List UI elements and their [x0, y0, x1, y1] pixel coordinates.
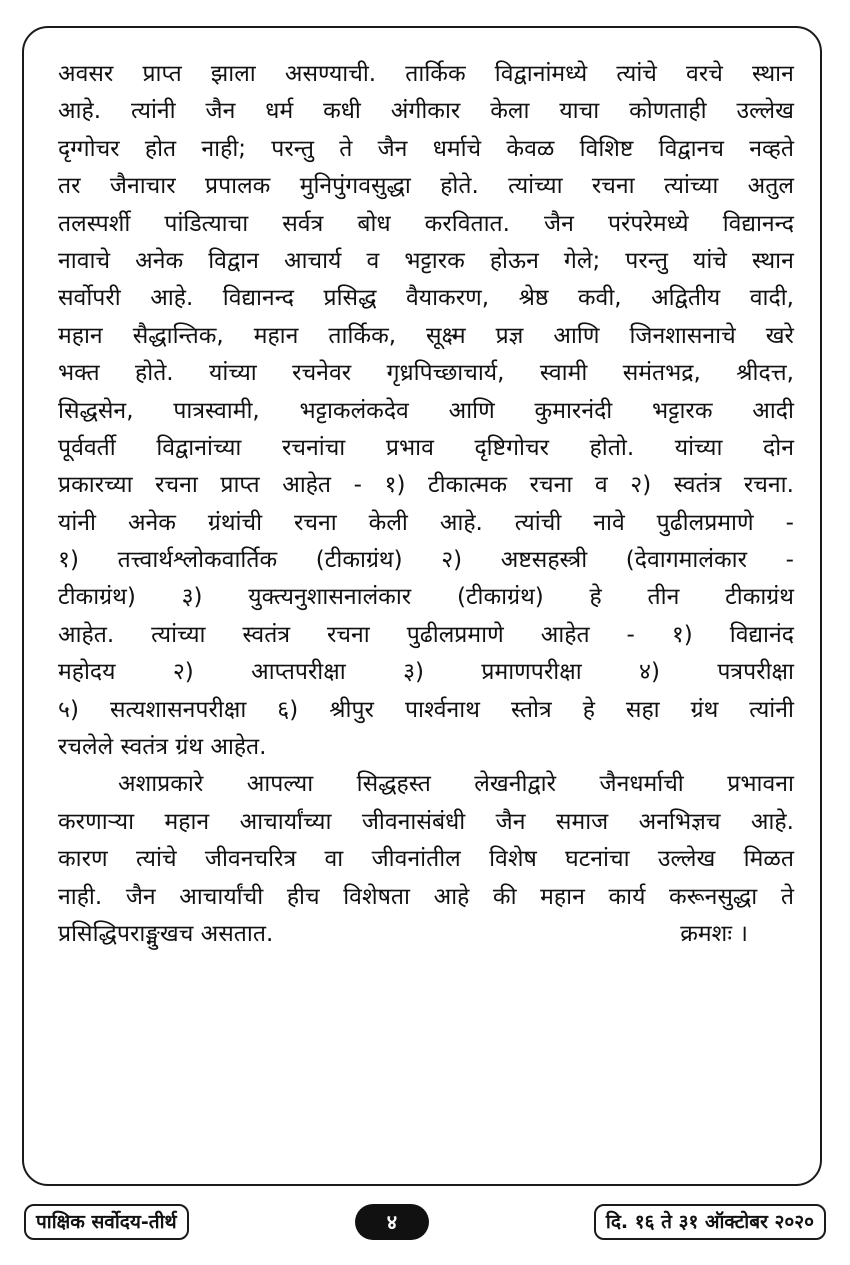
word: ३): [181, 584, 203, 611]
word: स्तोत्र: [510, 696, 552, 723]
word: १): [384, 472, 406, 499]
word: कोणताही: [629, 98, 707, 125]
word: सर्वत्र: [282, 210, 324, 237]
text-line: [58, 56, 794, 93]
word: प्रपालक: [204, 173, 271, 200]
text-line: [58, 93, 794, 130]
word: प्रभावना: [727, 771, 794, 798]
word: स्वतंत्र: [242, 621, 291, 648]
word: टीकाग्रंथ): [58, 584, 136, 611]
word: विद्वानांच्या: [156, 434, 242, 461]
word: उल्लेख: [736, 98, 794, 125]
word: जैनधर्माची: [599, 771, 684, 798]
word: बोध: [357, 210, 391, 237]
word: कारण: [58, 846, 108, 873]
text-line: [58, 206, 794, 243]
text-line: [58, 430, 794, 467]
word: तत्त्वार्थश्लोकवार्तिक: [117, 547, 278, 574]
word: करणाऱ्या: [58, 808, 135, 835]
word: पुढीलप्रमाणे: [656, 509, 754, 536]
word: आप्तपरीक्षा: [251, 659, 346, 686]
word: महान: [58, 322, 103, 349]
word: जैन: [377, 135, 408, 162]
text-line: [58, 393, 794, 430]
text-line: [58, 766, 794, 803]
word: पात्रस्वामी,: [173, 397, 260, 424]
word: त्यांच्या: [508, 173, 563, 200]
word: विद्यानन्द: [722, 210, 794, 237]
word: हे: [582, 696, 595, 723]
word: पुढीलप्रमाणे: [406, 621, 504, 648]
word: दोन: [763, 434, 794, 461]
word: जीवनासंबंधी: [361, 808, 466, 835]
word: मुनिपुंगवसुद्धा: [299, 173, 411, 200]
word: विशिष्ट: [579, 135, 634, 162]
word: आहेत: [540, 621, 590, 648]
word: (टीकाग्रंथ): [315, 547, 403, 574]
word: श्रीदत्त,: [736, 360, 794, 387]
word: केला: [490, 98, 530, 125]
word: स्वतंत्र: [673, 472, 722, 499]
text-line: रचलेले स्वतंत्र ग्रंथ आहेत.: [58, 734, 267, 761]
word: गृध्रपिच्छाचार्य,: [386, 360, 505, 387]
word: भक्त: [58, 360, 100, 387]
word: वरचे: [686, 61, 723, 87]
word: विद्वानच: [658, 135, 724, 162]
word: पांडित्याचा: [164, 210, 249, 237]
word: आचार्य: [283, 247, 342, 274]
word: महान: [253, 322, 299, 349]
word: -: [785, 547, 794, 574]
word: नाही;: [201, 135, 247, 162]
word: जैन: [544, 210, 574, 237]
word: रचनांचा: [281, 434, 346, 461]
word: होऊन: [489, 247, 539, 274]
word: व: [366, 247, 380, 274]
word: १): [671, 621, 693, 648]
word: जैन: [125, 883, 156, 910]
word: वा: [324, 846, 344, 873]
word: लेखनीद्वारे: [474, 771, 557, 798]
word: युक्त्यनुशासनालंकार: [248, 584, 412, 611]
word: मिळत: [743, 846, 794, 873]
text-line: [58, 355, 794, 392]
word: जैन: [495, 808, 526, 835]
issue-date: दि. १६ ते ३१ ऑक्टोबर २०२०: [594, 1204, 826, 1240]
word: टीकात्मक: [427, 472, 508, 499]
word: खरे: [765, 322, 794, 349]
word: श्रेष्ठ: [518, 285, 549, 312]
word: रचना: [294, 509, 337, 536]
text-line: [58, 579, 794, 616]
text-line: [58, 131, 794, 168]
word: नव्हते: [749, 135, 794, 162]
word: अद्वितीय: [651, 285, 721, 312]
word: अनभिज्ञच: [638, 808, 721, 835]
word: श्रीपुर: [329, 696, 374, 723]
word: प्राप्त: [220, 472, 260, 499]
word: अतुल: [747, 173, 794, 200]
word: वादी,: [749, 285, 794, 312]
word: कुमारनंदी: [534, 397, 613, 424]
text-line: [58, 617, 794, 654]
word: धर्माचे: [432, 135, 482, 162]
word: असण्याची.: [284, 61, 377, 87]
word: आहे.: [58, 98, 102, 125]
word: त्यांचे: [616, 61, 657, 87]
word: करवितात.: [424, 210, 510, 237]
word: तलस्पर्शी: [58, 210, 131, 237]
word: उल्लेख: [657, 846, 716, 873]
word: तीन: [647, 584, 680, 611]
word: २): [441, 547, 463, 574]
text-line: [58, 841, 794, 878]
word: आचार्यांच्या: [239, 808, 332, 835]
word: महान: [540, 883, 585, 910]
word: विद्वान: [208, 247, 259, 274]
word: अनेक: [135, 247, 184, 274]
word: नावे: [593, 509, 625, 536]
word: अवसर: [58, 61, 114, 87]
text-line: [58, 542, 794, 579]
word: जिनशासनाचे: [629, 322, 736, 349]
word: आदी: [752, 397, 794, 424]
word: विद्यानंद: [729, 621, 794, 648]
word: परन्तु: [625, 247, 668, 274]
word: आहे.: [439, 509, 483, 536]
word: १): [58, 547, 79, 574]
word: झाला: [210, 61, 256, 87]
word: विद्यानन्द: [222, 285, 295, 312]
word: जीवनांतील: [371, 846, 461, 873]
word: ६): [277, 696, 299, 723]
word: नाही.: [58, 883, 103, 910]
word: त्यांच्या: [663, 173, 719, 200]
word: -: [353, 472, 362, 499]
word: ग्रंथांची: [207, 509, 263, 536]
word: प्रज्ञ: [495, 322, 524, 349]
text-line-content: प्रसिद्धिपराङ्मुखच असतात.: [58, 920, 274, 947]
word: हीच: [286, 883, 320, 910]
article-body: [58, 56, 794, 953]
word: स्वामी: [539, 360, 588, 387]
word: महान: [164, 808, 210, 835]
text-line: [58, 692, 794, 729]
word: आहे: [433, 883, 470, 910]
word: आहेत.: [58, 621, 115, 648]
word: पत्रपरीक्षा: [717, 659, 794, 686]
word: (देवागमालंकार: [625, 547, 747, 574]
word: प्राप्त: [142, 61, 182, 87]
word: होतो.: [589, 434, 635, 461]
word: अशाप्रकारे: [118, 771, 204, 798]
word: होते.: [440, 173, 479, 200]
word: वैयाकरण,: [405, 285, 490, 312]
word: रचना: [155, 472, 198, 499]
word: प्रमाणपरीक्षा: [481, 659, 582, 686]
word: यांच्या: [674, 434, 723, 461]
word: हे: [589, 584, 602, 611]
word: पूर्ववर्ती: [58, 434, 116, 461]
page-footer: [0, 1204, 850, 1244]
word: कवी,: [577, 285, 622, 312]
word: आहे.: [750, 808, 794, 835]
word: कार्य: [608, 883, 646, 910]
word: अनेक: [127, 509, 176, 536]
word: रचना: [327, 621, 370, 648]
word: रचनेवर: [292, 360, 352, 387]
word: जैनाचार: [109, 173, 176, 200]
word: सैद्धान्तिक,: [132, 322, 224, 349]
page-number-badge: ४: [355, 1204, 429, 1240]
word: केली: [368, 509, 408, 536]
word: समाज: [555, 808, 609, 835]
word: अंगीकार: [390, 98, 461, 125]
word: स्थान: [751, 61, 794, 87]
word: त्यांच्या: [151, 621, 206, 648]
text-line: [58, 916, 794, 953]
word: आहे.: [150, 285, 194, 312]
word: कधी: [323, 98, 361, 125]
word: ते: [780, 883, 794, 910]
word: भट्टारक: [404, 247, 465, 274]
word: की: [492, 883, 517, 910]
word: परंपरेमध्ये: [607, 210, 689, 237]
word: ४): [639, 659, 660, 686]
word: त्यांची: [514, 509, 562, 536]
text-line: [58, 467, 794, 504]
word: आहेत: [282, 472, 332, 499]
word: रचना.: [743, 472, 794, 499]
text-line: [58, 654, 794, 691]
word: रचना: [591, 173, 635, 200]
word: भट्टाकलंकदेव: [299, 397, 409, 424]
word: विशेष: [489, 846, 537, 873]
word: त्यांनी: [130, 98, 176, 125]
word: यांनी: [58, 509, 97, 536]
word: त्यांनी: [749, 696, 794, 723]
text-line: [58, 879, 794, 916]
text-line: [58, 318, 794, 355]
word: भट्टारक: [652, 397, 713, 424]
word: होते.: [135, 360, 174, 387]
publication-name: पाक्षिक सर्वोदय-तीर्थ: [24, 1204, 189, 1240]
word: टीकाग्रंथ: [725, 584, 794, 611]
word: २): [630, 472, 652, 499]
word: जैन: [205, 98, 236, 125]
word: दृग्गोचर: [58, 135, 120, 162]
word: २): [172, 659, 194, 686]
word: विद्वानांमध्ये: [494, 61, 588, 87]
word: महोदय: [58, 659, 116, 686]
word: सूक्ष्म: [426, 322, 466, 349]
text-line: [58, 804, 794, 841]
word: होत: [144, 135, 177, 162]
word: धर्म: [265, 98, 294, 125]
word: -: [626, 621, 635, 648]
word: गेले;: [563, 247, 601, 274]
word: समंतभद्र,: [622, 360, 701, 387]
word: -: [785, 509, 794, 536]
word: यांच्या: [209, 360, 257, 387]
word: सिद्धसेन,: [58, 397, 134, 424]
word: सर्वोपरी: [58, 285, 121, 312]
word: आणि: [448, 397, 495, 424]
word: ५): [58, 696, 79, 723]
word: स्थान: [751, 247, 794, 274]
word: तर: [58, 173, 81, 200]
word: दृष्टिगोचर: [474, 434, 549, 461]
word: याचा: [559, 98, 600, 125]
word: तार्किक,: [328, 322, 397, 349]
word: जीवनचरित्र: [204, 846, 297, 873]
word: पार्श्वनाथ: [404, 696, 480, 723]
word: सहा: [625, 696, 660, 723]
word: यांचे: [693, 247, 727, 274]
word: नावाचे: [58, 247, 111, 274]
word: प्रकारच्या: [58, 472, 133, 499]
text-line: [58, 168, 794, 205]
word: आचार्यांची: [179, 883, 264, 910]
word: त्यांचे: [136, 846, 177, 873]
word: ते: [339, 135, 353, 162]
word: आपल्या: [246, 771, 314, 798]
word: तार्किक: [405, 61, 466, 87]
word: अष्टसहस्त्री: [500, 547, 588, 574]
word: घटनांचा: [565, 846, 630, 873]
word: आणि: [553, 322, 600, 349]
word: (टीकाग्रंथ): [456, 584, 544, 611]
word: सिद्धहस्त: [356, 771, 431, 798]
word: विशेषता: [343, 883, 410, 910]
word: प्रभाव: [385, 434, 434, 461]
word: ३): [403, 659, 425, 686]
word: परन्तु: [271, 135, 314, 162]
word: प्रसिद्ध: [323, 285, 377, 312]
word: सत्यशासनपरीक्षा: [109, 696, 247, 723]
word: व: [594, 472, 608, 499]
word: रचना: [529, 472, 573, 499]
text-line: [58, 243, 794, 280]
word: करूनसुद्धा: [669, 883, 758, 910]
text-line: [58, 280, 794, 317]
text-line: [58, 505, 794, 542]
continued-marker: क्रमशः ।: [680, 920, 748, 947]
word: केवळ: [506, 135, 555, 162]
word: ग्रंथ: [690, 696, 719, 723]
